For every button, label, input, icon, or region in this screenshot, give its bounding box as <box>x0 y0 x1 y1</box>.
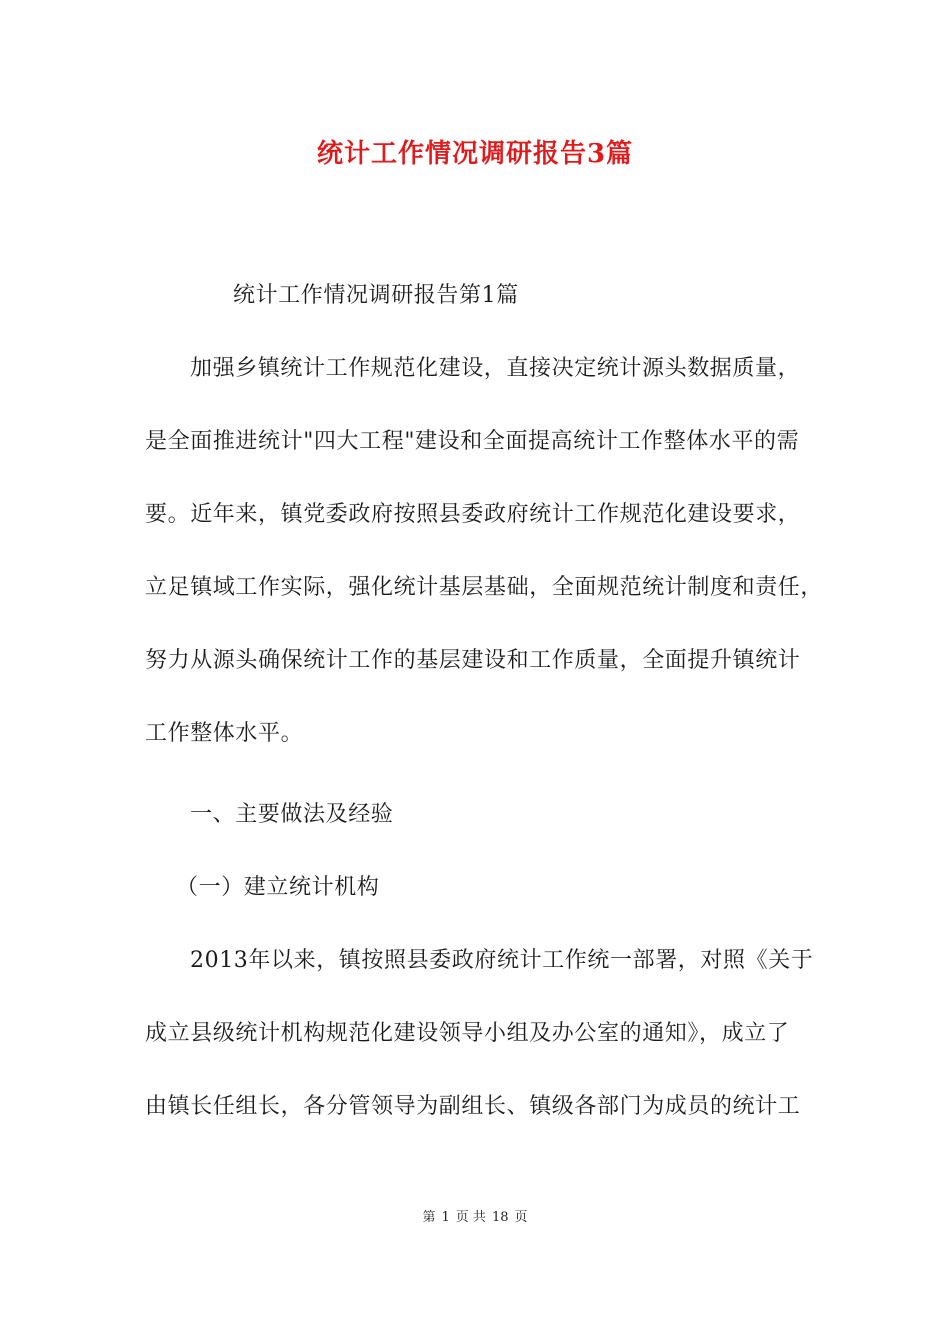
section-heading: 一、主要做法及经验 <box>190 802 394 827</box>
footer-total-pages: 18 <box>491 1210 509 1225</box>
paragraph-line: 由镇长任组长，各分管领导为副组长、镇级各部门为成员的统计工 <box>145 1094 801 1119</box>
footer-middle: 页 共 <box>455 1210 486 1225</box>
paragraph-line: 加强乡镇统计工作规范化建设，直接决定统计源头数据质量， <box>190 356 801 381</box>
paragraph-line: 成立县级统计机构规范化建设领导小组及办公室的通知》，成立了 <box>145 1021 790 1046</box>
subtitle: 统计工作情况调研报告第1篇 <box>233 283 519 308</box>
paragraph-line: 立足镇域工作实际，强化统计基层基础，全面规范统计制度和责任， <box>145 575 824 600</box>
footer-suffix: 页 <box>514 1210 528 1225</box>
footer-page-number: 1 <box>441 1210 450 1225</box>
paragraph-line: 是全面推进统计"四大工程"建设和全面提高统计工作整体水平的需 <box>145 429 800 454</box>
paragraph-line: 2013年以来，镇按照县委政府统计工作统一部署，对照《关于 <box>190 948 814 973</box>
paragraph-line: 努力从源头确保统计工作的基层建设和工作质量，全面提升镇统计 <box>145 648 801 673</box>
footer-prefix: 第 <box>422 1210 436 1225</box>
document-title: 统计工作情况调研报告3篇 <box>316 139 634 169</box>
subsection-heading: （一）建立统计机构 <box>176 875 380 900</box>
paragraph-line: 工作整体水平。 <box>145 721 304 746</box>
paragraph-line: 要。近年来，镇党委政府按照县委政府统计工作规范化建设要求， <box>145 502 801 527</box>
page-footer <box>0 1208 950 1228</box>
